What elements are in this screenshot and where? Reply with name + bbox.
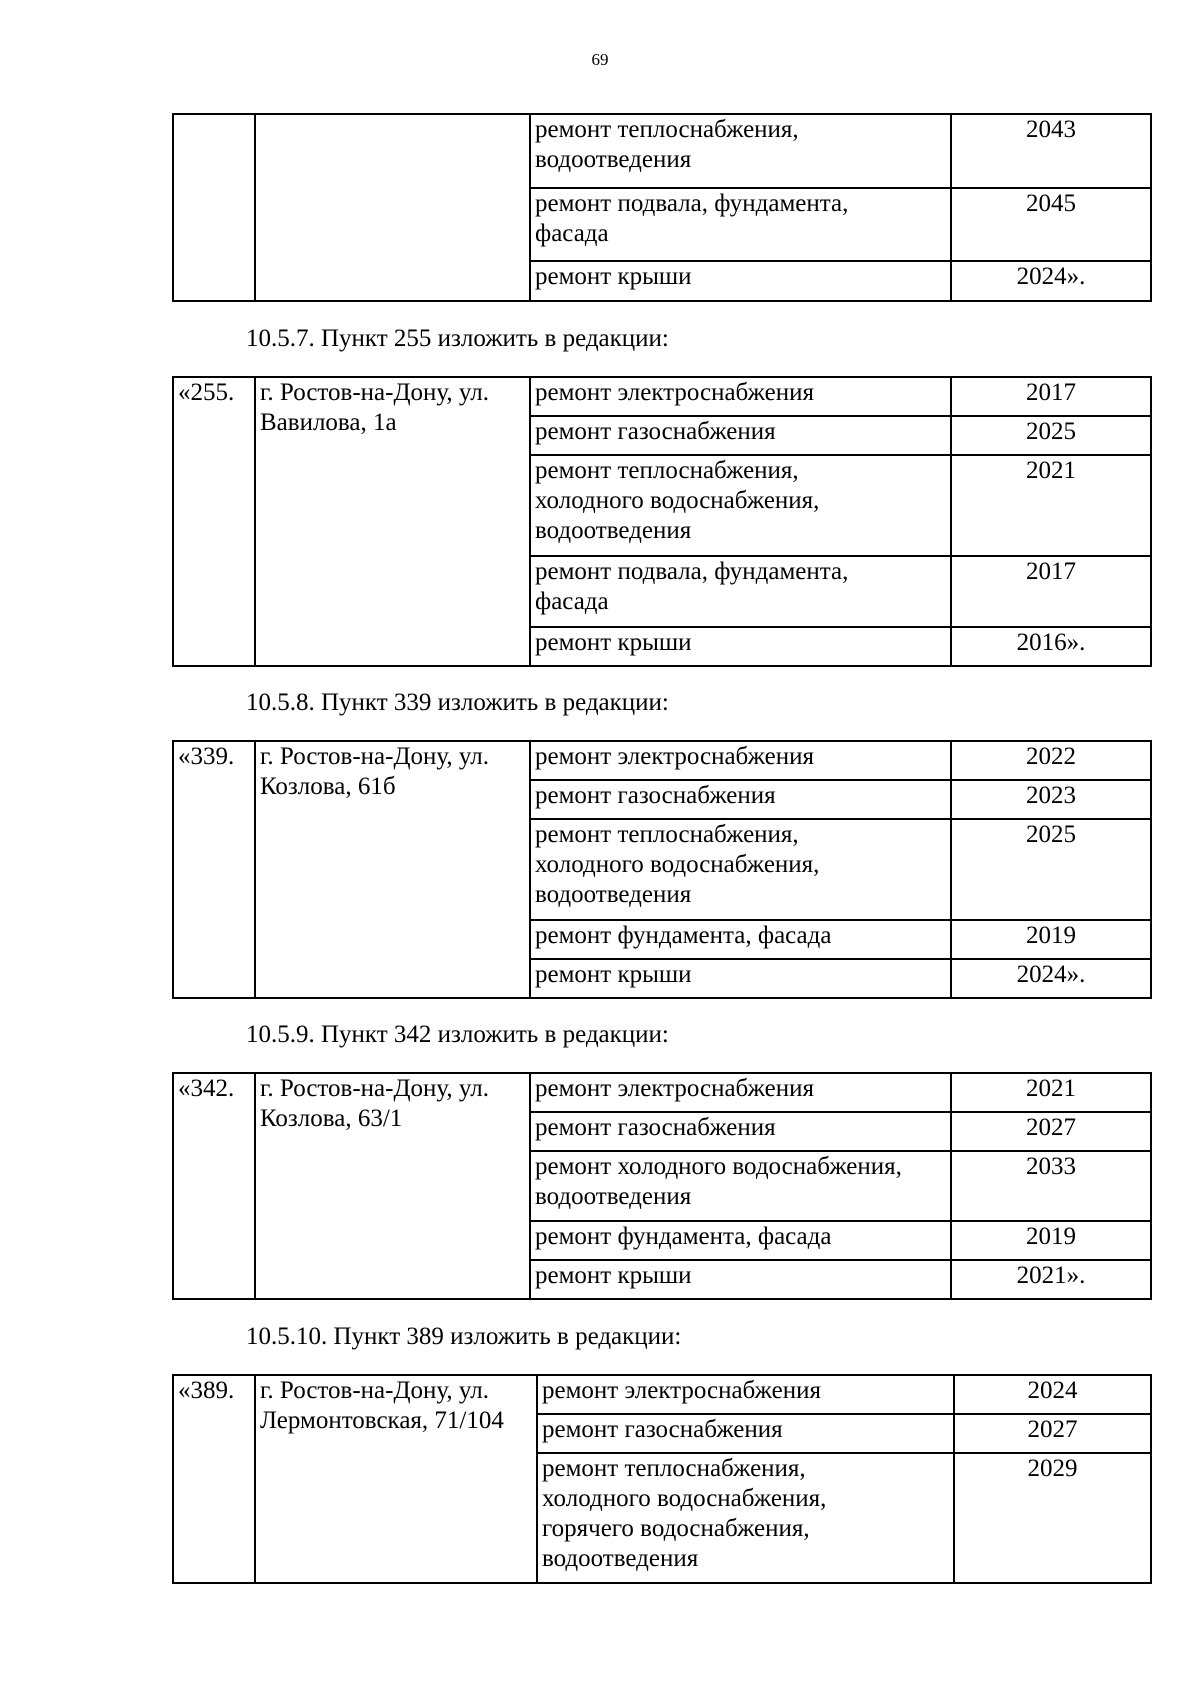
work-cell: ремонт электроснабжения bbox=[530, 377, 951, 416]
table-row bbox=[173, 741, 1151, 780]
work-cell: ремонт газоснабжения bbox=[530, 1112, 951, 1151]
work-cell: ремонт газоснабжения bbox=[537, 1414, 954, 1453]
year-cell: 2021 bbox=[951, 1073, 1151, 1112]
year-cell: 2027 bbox=[954, 1414, 1151, 1453]
year-cell: 2024». bbox=[951, 959, 1151, 998]
year-cell: 2023 bbox=[951, 780, 1151, 819]
table-row bbox=[173, 114, 1151, 188]
address-cell: г. Ростов-на-Дону, ул. Козлова, 61б bbox=[255, 741, 530, 998]
year-cell: 2027 bbox=[951, 1112, 1151, 1151]
section-heading: 10.5.9. Пункт 342 изложить в редакции: bbox=[246, 1021, 669, 1048]
work-cell: ремонт теплоснабжения, холодного водоснабжения, водоотведения bbox=[530, 455, 951, 556]
work-cell: ремонт газоснабжения bbox=[530, 780, 951, 819]
year-cell: 2024 bbox=[954, 1375, 1151, 1414]
year-cell: 2019 bbox=[951, 1221, 1151, 1260]
year-cell: 2019 bbox=[951, 920, 1151, 959]
year-cell: 2024». bbox=[951, 261, 1151, 301]
work-cell: ремонт теплоснабжения, холодного водоснабжения, водоотведения bbox=[530, 819, 951, 920]
work-cell: ремонт холодного водоснабжения, водоотведения bbox=[530, 1151, 951, 1221]
work-cell: ремонт электроснабжения bbox=[530, 741, 951, 780]
year-cell: 2017 bbox=[951, 556, 1151, 627]
section-table-342 bbox=[172, 1072, 1152, 1300]
table-row bbox=[173, 1073, 1151, 1112]
year-cell: 2021 bbox=[951, 455, 1151, 556]
number-cell: «389. bbox=[173, 1375, 255, 1583]
year-cell: 2033 bbox=[951, 1151, 1151, 1221]
address-cell: г. Ростов-на-Дону, ул. Лермонтовская, 71/104 bbox=[255, 1375, 537, 1583]
work-cell: ремонт крыши bbox=[530, 261, 951, 301]
work-cell: ремонт крыши bbox=[530, 627, 951, 666]
number-cell: «342. bbox=[173, 1073, 255, 1299]
section-table-255 bbox=[172, 376, 1152, 667]
section-heading: 10.5.8. Пункт 339 изложить в редакции: bbox=[246, 689, 669, 716]
year-cell: 2025 bbox=[951, 819, 1151, 920]
table-row bbox=[173, 377, 1151, 416]
section-heading: 10.5.10. Пункт 389 изложить в редакции: bbox=[246, 1323, 682, 1350]
work-cell: ремонт подвала, фундамента, фасада bbox=[530, 188, 951, 261]
number-cell: «255. bbox=[173, 377, 255, 666]
work-cell: ремонт крыши bbox=[530, 959, 951, 998]
work-cell: ремонт крыши bbox=[530, 1260, 951, 1299]
work-cell: ремонт газоснабжения bbox=[530, 416, 951, 455]
section-table-339 bbox=[172, 740, 1152, 999]
table-row bbox=[173, 1375, 1151, 1414]
page-number: 69 bbox=[591, 50, 609, 69]
work-cell: ремонт электроснабжения bbox=[537, 1375, 954, 1414]
number-cell bbox=[173, 114, 255, 301]
address-cell bbox=[255, 114, 530, 301]
work-cell: ремонт фундамента, фасада bbox=[530, 1221, 951, 1260]
year-cell: 2045 bbox=[951, 188, 1151, 261]
year-cell: 2022 bbox=[951, 741, 1151, 780]
year-cell: 2029 bbox=[954, 1453, 1151, 1583]
work-cell: ремонт фундамента, фасада bbox=[530, 920, 951, 959]
year-cell: 2017 bbox=[951, 377, 1151, 416]
section-heading: 10.5.7. Пункт 255 изложить в редакции: bbox=[246, 325, 669, 352]
year-cell: 2025 bbox=[951, 416, 1151, 455]
year-cell: 2043 bbox=[951, 114, 1151, 188]
work-cell: ремонт электроснабжения bbox=[530, 1073, 951, 1112]
number-cell: «339. bbox=[173, 741, 255, 998]
year-cell: 2021». bbox=[951, 1260, 1151, 1299]
year-cell: 2016». bbox=[951, 627, 1151, 666]
work-cell: ремонт подвала, фундамента, фасада bbox=[530, 556, 951, 627]
address-cell: г. Ростов-на-Дону, ул. Вавилова, 1а bbox=[255, 377, 530, 666]
section-table-389 bbox=[172, 1374, 1152, 1584]
work-cell: ремонт теплоснабжения, водоотведения bbox=[530, 114, 951, 188]
work-cell: ремонт теплоснабжения, холодного водоснабжения, горячего водоснабжения, водоотведения bbox=[537, 1453, 954, 1583]
address-cell: г. Ростов-на-Дону, ул. Козлова, 63/1 bbox=[255, 1073, 530, 1299]
continuation-table bbox=[172, 113, 1152, 302]
